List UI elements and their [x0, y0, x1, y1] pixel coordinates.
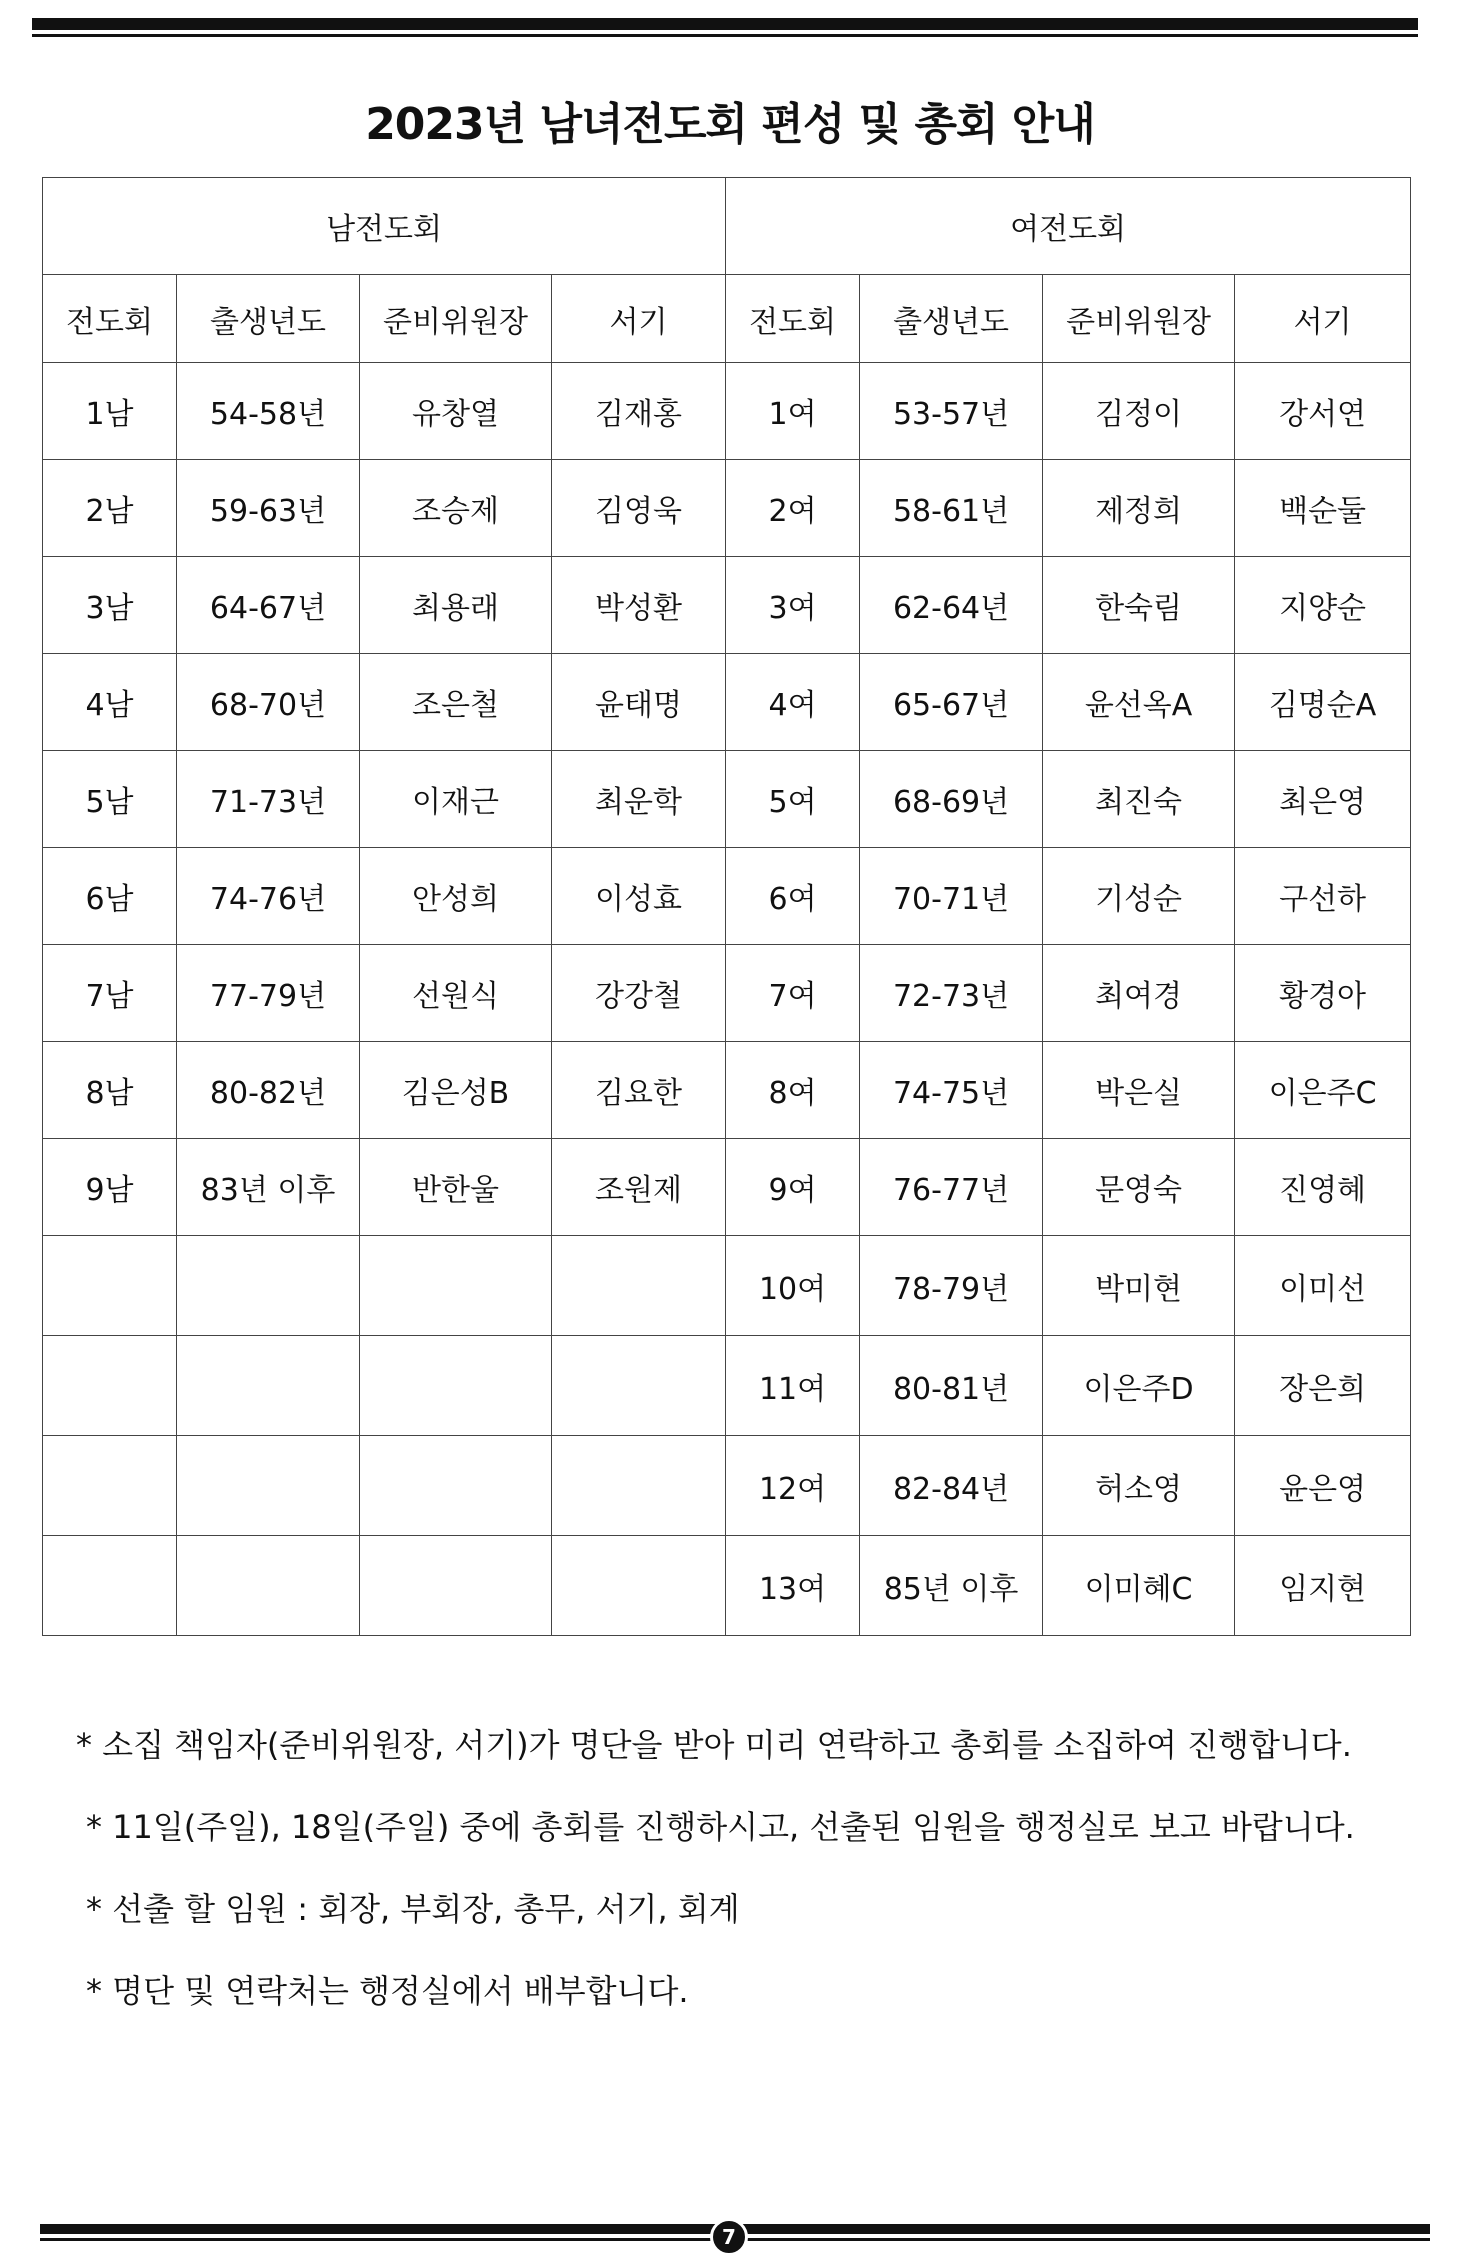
- women-chair-cell: 문영숙: [1043, 1139, 1235, 1236]
- women-secretary-cell: 구선하: [1235, 848, 1411, 945]
- women-association-cell: 8여: [726, 1042, 860, 1139]
- men-secretary-cell: 박성환: [552, 557, 726, 654]
- top-rule-thin: [32, 34, 1418, 37]
- note-convening: * 소집 책임자(준비위원장, 서기)가 명단을 받아 미리 연락하고 총회를 소집하여 진행합니다.: [76, 1726, 1352, 1764]
- men-secretary-cell: 김영욱: [552, 460, 726, 557]
- men-secretary-cell: [552, 1536, 726, 1636]
- women-secretary-cell: 이미선: [1235, 1236, 1411, 1336]
- women-association-cell: 2여: [726, 460, 860, 557]
- table-row: [43, 1436, 1411, 1536]
- men-birth-years-cell: 74-76년: [177, 848, 360, 945]
- men-secretary-cell: [552, 1436, 726, 1536]
- men-secretary-cell: 이성효: [552, 848, 726, 945]
- women-chair-cell: 박은실: [1043, 1042, 1235, 1139]
- men-birth-years-cell: [177, 1236, 360, 1336]
- men-association-cell: [43, 1236, 177, 1336]
- women-chair-cell: 김정이: [1043, 363, 1235, 460]
- men-association-cell: 4남: [43, 654, 177, 751]
- top-rule-thick: [32, 18, 1418, 30]
- men-group-header: 남전도회: [43, 178, 726, 275]
- men-secretary-cell: 강강철: [552, 945, 726, 1042]
- women-association-cell: 4여: [726, 654, 860, 751]
- women-chair-cell: 윤선옥A: [1043, 654, 1235, 751]
- women-secretary-cell: 강서연: [1235, 363, 1411, 460]
- note-contacts: * 명단 및 연락처는 행정실에서 배부합니다.: [86, 1972, 689, 2010]
- women-birth-years-cell: 68-69년: [860, 751, 1043, 848]
- women-chair-cell: 한숙림: [1043, 557, 1235, 654]
- page-title: 2023년 남녀전도회 편성 및 총회 안내: [365, 99, 1095, 150]
- men-chair-cell: [360, 1436, 552, 1536]
- men-secretary-cell: 조원제: [552, 1139, 726, 1236]
- column-header-association: 전도회: [726, 275, 860, 363]
- women-association-cell: 1여: [726, 363, 860, 460]
- note-schedule: * 11일(주일), 18일(주일) 중에 총회를 진행하시고, 선출된 임원을 행정실로 보고 바랍니다.: [86, 1808, 1355, 1846]
- women-secretary-cell: 윤은영: [1235, 1436, 1411, 1536]
- women-secretary-cell: 황경아: [1235, 945, 1411, 1042]
- women-chair-cell: 이은주D: [1043, 1336, 1235, 1436]
- table-row: [43, 945, 1411, 1042]
- men-association-cell: [43, 1536, 177, 1636]
- men-association-cell: 2남: [43, 460, 177, 557]
- women-group-header: 여전도회: [726, 178, 1411, 275]
- men-chair-cell: [360, 1236, 552, 1336]
- men-chair-cell: 반한울: [360, 1139, 552, 1236]
- men-secretary-cell: [552, 1236, 726, 1336]
- women-birth-years-cell: 70-71년: [860, 848, 1043, 945]
- table-row: [43, 848, 1411, 945]
- table-row: [43, 1236, 1411, 1336]
- women-association-cell: 12여: [726, 1436, 860, 1536]
- women-chair-cell: 박미현: [1043, 1236, 1235, 1336]
- men-secretary-cell: 김요한: [552, 1042, 726, 1139]
- women-association-cell: 9여: [726, 1139, 860, 1236]
- men-chair-cell: 최용래: [360, 557, 552, 654]
- women-association-cell: 3여: [726, 557, 860, 654]
- women-secretary-cell: 김명순A: [1235, 654, 1411, 751]
- men-association-cell: 7남: [43, 945, 177, 1042]
- men-chair-cell: 선원식: [360, 945, 552, 1042]
- women-birth-years-cell: 80-81년: [860, 1336, 1043, 1436]
- men-birth-years-cell: 83년 이후: [177, 1139, 360, 1236]
- women-birth-years-cell: 76-77년: [860, 1139, 1043, 1236]
- men-association-cell: 5남: [43, 751, 177, 848]
- men-association-cell: [43, 1436, 177, 1536]
- men-secretary-cell: 윤태명: [552, 654, 726, 751]
- women-association-cell: 11여: [726, 1336, 860, 1436]
- men-birth-years-cell: 54-58년: [177, 363, 360, 460]
- group-header-row: [43, 178, 1411, 275]
- women-association-cell: 13여: [726, 1536, 860, 1636]
- men-association-cell: 3남: [43, 557, 177, 654]
- column-header-birth-years: 출생년도: [860, 275, 1043, 363]
- women-secretary-cell: 이은주C: [1235, 1042, 1411, 1139]
- men-chair-cell: [360, 1336, 552, 1436]
- women-birth-years-cell: 53-57년: [860, 363, 1043, 460]
- column-header-association: 전도회: [43, 275, 177, 363]
- men-birth-years-cell: [177, 1336, 360, 1436]
- men-birth-years-cell: [177, 1536, 360, 1636]
- men-birth-years-cell: 64-67년: [177, 557, 360, 654]
- women-secretary-cell: 최은영: [1235, 751, 1411, 848]
- men-association-cell: [43, 1336, 177, 1436]
- women-birth-years-cell: 78-79년: [860, 1236, 1043, 1336]
- women-association-cell: 10여: [726, 1236, 860, 1336]
- women-association-cell: 7여: [726, 945, 860, 1042]
- table-row: [43, 654, 1411, 751]
- men-chair-cell: 이재근: [360, 751, 552, 848]
- column-header-birth-years: 출생년도: [177, 275, 360, 363]
- men-chair-cell: [360, 1536, 552, 1636]
- table-row: [43, 460, 1411, 557]
- men-birth-years-cell: 80-82년: [177, 1042, 360, 1139]
- table-row: [43, 1336, 1411, 1436]
- women-association-cell: 5여: [726, 751, 860, 848]
- men-chair-cell: 김은성B: [360, 1042, 552, 1139]
- men-secretary-cell: 김재홍: [552, 363, 726, 460]
- column-header-secretary: 서기: [1235, 275, 1411, 363]
- men-association-cell: 9남: [43, 1139, 177, 1236]
- men-birth-years-cell: [177, 1436, 360, 1536]
- women-secretary-cell: 백순둘: [1235, 460, 1411, 557]
- women-chair-cell: 기성순: [1043, 848, 1235, 945]
- table-row: [43, 751, 1411, 848]
- men-secretary-cell: 최운학: [552, 751, 726, 848]
- column-header-secretary: 서기: [552, 275, 726, 363]
- women-birth-years-cell: 85년 이후: [860, 1536, 1043, 1636]
- men-chair-cell: 조은철: [360, 654, 552, 751]
- women-chair-cell: 제정희: [1043, 460, 1235, 557]
- men-association-cell: 1남: [43, 363, 177, 460]
- men-chair-cell: 조승제: [360, 460, 552, 557]
- women-birth-years-cell: 58-61년: [860, 460, 1043, 557]
- men-birth-years-cell: 68-70년: [177, 654, 360, 751]
- column-header-row: [43, 275, 1411, 363]
- men-birth-years-cell: 59-63년: [177, 460, 360, 557]
- women-secretary-cell: 장은희: [1235, 1336, 1411, 1436]
- women-birth-years-cell: 65-67년: [860, 654, 1043, 751]
- table-row: [43, 363, 1411, 460]
- women-birth-years-cell: 74-75년: [860, 1042, 1043, 1139]
- men-chair-cell: 유창열: [360, 363, 552, 460]
- table-row: [43, 1042, 1411, 1139]
- men-association-cell: 6남: [43, 848, 177, 945]
- column-header-chair: 준비위원장: [360, 275, 552, 363]
- women-secretary-cell: 진영혜: [1235, 1139, 1411, 1236]
- men-secretary-cell: [552, 1336, 726, 1436]
- men-association-cell: 8남: [43, 1042, 177, 1139]
- note-officers: * 선출 할 임원 : 회장, 부회장, 총무, 서기, 회계: [86, 1890, 740, 1928]
- assignment-table: [42, 177, 1411, 1636]
- column-header-chair: 준비위원장: [1043, 275, 1235, 363]
- table-row: [43, 1536, 1411, 1636]
- women-chair-cell: 이미혜C: [1043, 1536, 1235, 1636]
- women-chair-cell: 최진숙: [1043, 751, 1235, 848]
- women-chair-cell: 허소영: [1043, 1436, 1235, 1536]
- women-chair-cell: 최여경: [1043, 945, 1235, 1042]
- page-number-badge: 7: [710, 2218, 748, 2256]
- women-birth-years-cell: 72-73년: [860, 945, 1043, 1042]
- women-association-cell: 6여: [726, 848, 860, 945]
- women-birth-years-cell: 82-84년: [860, 1436, 1043, 1536]
- women-secretary-cell: 임지현: [1235, 1536, 1411, 1636]
- women-secretary-cell: 지양순: [1235, 557, 1411, 654]
- women-birth-years-cell: 62-64년: [860, 557, 1043, 654]
- men-birth-years-cell: 71-73년: [177, 751, 360, 848]
- men-chair-cell: 안성희: [360, 848, 552, 945]
- men-birth-years-cell: 77-79년: [177, 945, 360, 1042]
- table-row: [43, 557, 1411, 654]
- table-row: [43, 1139, 1411, 1236]
